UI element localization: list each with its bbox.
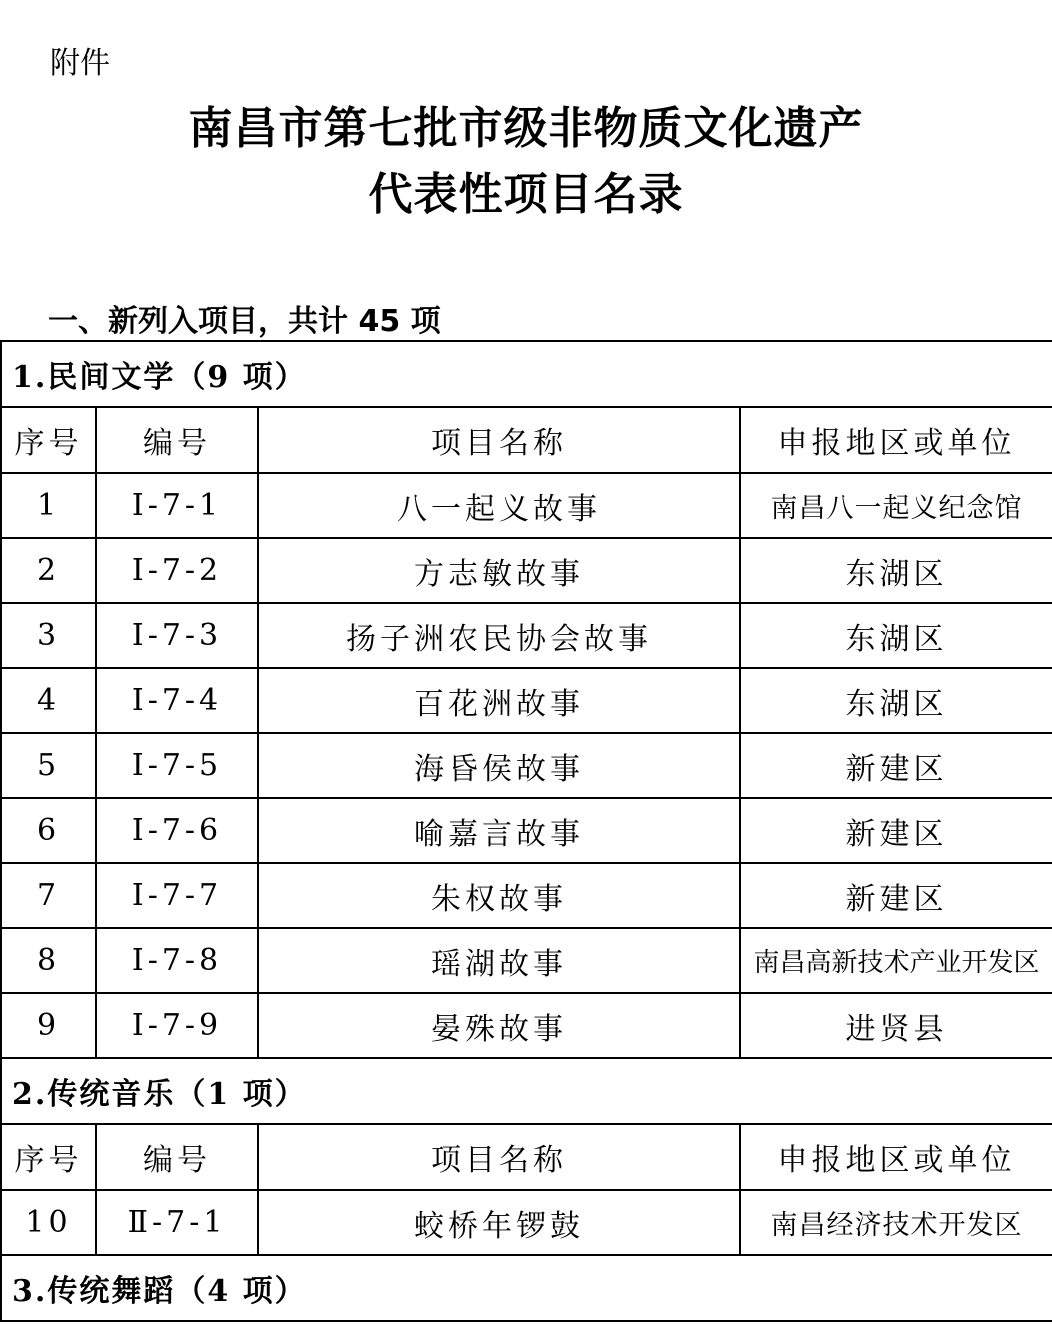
row-name: 朱权故事 bbox=[258, 863, 740, 928]
table-header-row bbox=[1, 407, 1052, 473]
category-row bbox=[1, 1058, 1052, 1124]
row-seq: 6 bbox=[1, 798, 96, 863]
table-header-row bbox=[1, 1124, 1052, 1190]
row-unit: 进贤县 bbox=[740, 993, 1052, 1058]
row-unit: 南昌八一起义纪念馆 bbox=[740, 473, 1052, 538]
row-seq: 4 bbox=[1, 668, 96, 733]
attachment-label: 附件 bbox=[50, 46, 110, 81]
row-unit: 东湖区 bbox=[740, 668, 1052, 733]
table-row bbox=[1, 1190, 1052, 1255]
table-row bbox=[1, 668, 1052, 733]
row-unit: 南昌经济技术开发区 bbox=[740, 1190, 1052, 1255]
row-code: Ⅰ-7-8 bbox=[96, 928, 258, 993]
row-unit: 东湖区 bbox=[740, 538, 1052, 603]
table-row bbox=[1, 733, 1052, 798]
table-row bbox=[1, 993, 1052, 1058]
table-row bbox=[1, 798, 1052, 863]
table-row bbox=[1, 928, 1052, 993]
document-title-line2: 代表性项目名录 bbox=[368, 169, 684, 220]
row-unit: 新建区 bbox=[740, 863, 1052, 928]
row-unit: 南昌高新技术产业开发区 bbox=[740, 928, 1052, 993]
row-code: Ⅰ-7-4 bbox=[96, 668, 258, 733]
row-code: Ⅱ-7-1 bbox=[96, 1190, 258, 1255]
row-name: 蛟桥年锣鼓 bbox=[258, 1190, 740, 1255]
heritage-list-body bbox=[1, 341, 1052, 1321]
header-seq: 序号 bbox=[1, 1124, 96, 1190]
row-name: 海昏侯故事 bbox=[258, 733, 740, 798]
row-unit: 新建区 bbox=[740, 798, 1052, 863]
row-seq: 7 bbox=[1, 863, 96, 928]
row-code: Ⅰ-7-9 bbox=[96, 993, 258, 1058]
row-seq: 2 bbox=[1, 538, 96, 603]
row-name: 方志敏故事 bbox=[258, 538, 740, 603]
table-row bbox=[1, 603, 1052, 668]
row-code: Ⅰ-7-6 bbox=[96, 798, 258, 863]
row-name: 扬子洲农民协会故事 bbox=[258, 603, 740, 668]
header-unit: 申报地区或单位 bbox=[740, 1124, 1052, 1190]
category-title: 1.民间文学（9 项） bbox=[1, 341, 1052, 407]
header-unit: 申报地区或单位 bbox=[740, 407, 1052, 473]
row-seq: 9 bbox=[1, 993, 96, 1058]
row-name: 百花洲故事 bbox=[258, 668, 740, 733]
table-row bbox=[1, 473, 1052, 538]
header-code: 编号 bbox=[96, 1124, 258, 1190]
header-code: 编号 bbox=[96, 407, 258, 473]
row-unit: 新建区 bbox=[740, 733, 1052, 798]
header-name: 项目名称 bbox=[258, 1124, 740, 1190]
row-code: Ⅰ-7-5 bbox=[96, 733, 258, 798]
table-row bbox=[1, 538, 1052, 603]
row-name: 瑶湖故事 bbox=[258, 928, 740, 993]
row-code: Ⅰ-7-1 bbox=[96, 473, 258, 538]
row-code: Ⅰ-7-7 bbox=[96, 863, 258, 928]
row-code: Ⅰ-7-2 bbox=[96, 538, 258, 603]
category-row bbox=[1, 341, 1052, 407]
heritage-list-table bbox=[0, 340, 1052, 1322]
row-seq: 8 bbox=[1, 928, 96, 993]
row-name: 晏殊故事 bbox=[258, 993, 740, 1058]
header-seq: 序号 bbox=[1, 407, 96, 473]
category-row bbox=[1, 1255, 1052, 1321]
row-seq: 10 bbox=[1, 1190, 96, 1255]
document-title-line1: 南昌市第七批市级非物质文化遗产 bbox=[188, 103, 864, 154]
row-unit: 东湖区 bbox=[740, 603, 1052, 668]
category-title: 3.传统舞蹈（4 项） bbox=[1, 1255, 1052, 1321]
row-name: 喻嘉言故事 bbox=[258, 798, 740, 863]
row-name: 八一起义故事 bbox=[258, 473, 740, 538]
row-code: Ⅰ-7-3 bbox=[96, 603, 258, 668]
header-name: 项目名称 bbox=[258, 407, 740, 473]
row-seq: 5 bbox=[1, 733, 96, 798]
section-heading: 一、新列入项目，共计 45 项 bbox=[48, 304, 441, 339]
category-title: 2.传统音乐（1 项） bbox=[1, 1058, 1052, 1124]
table-row bbox=[1, 863, 1052, 928]
row-seq: 1 bbox=[1, 473, 96, 538]
row-seq: 3 bbox=[1, 603, 96, 668]
